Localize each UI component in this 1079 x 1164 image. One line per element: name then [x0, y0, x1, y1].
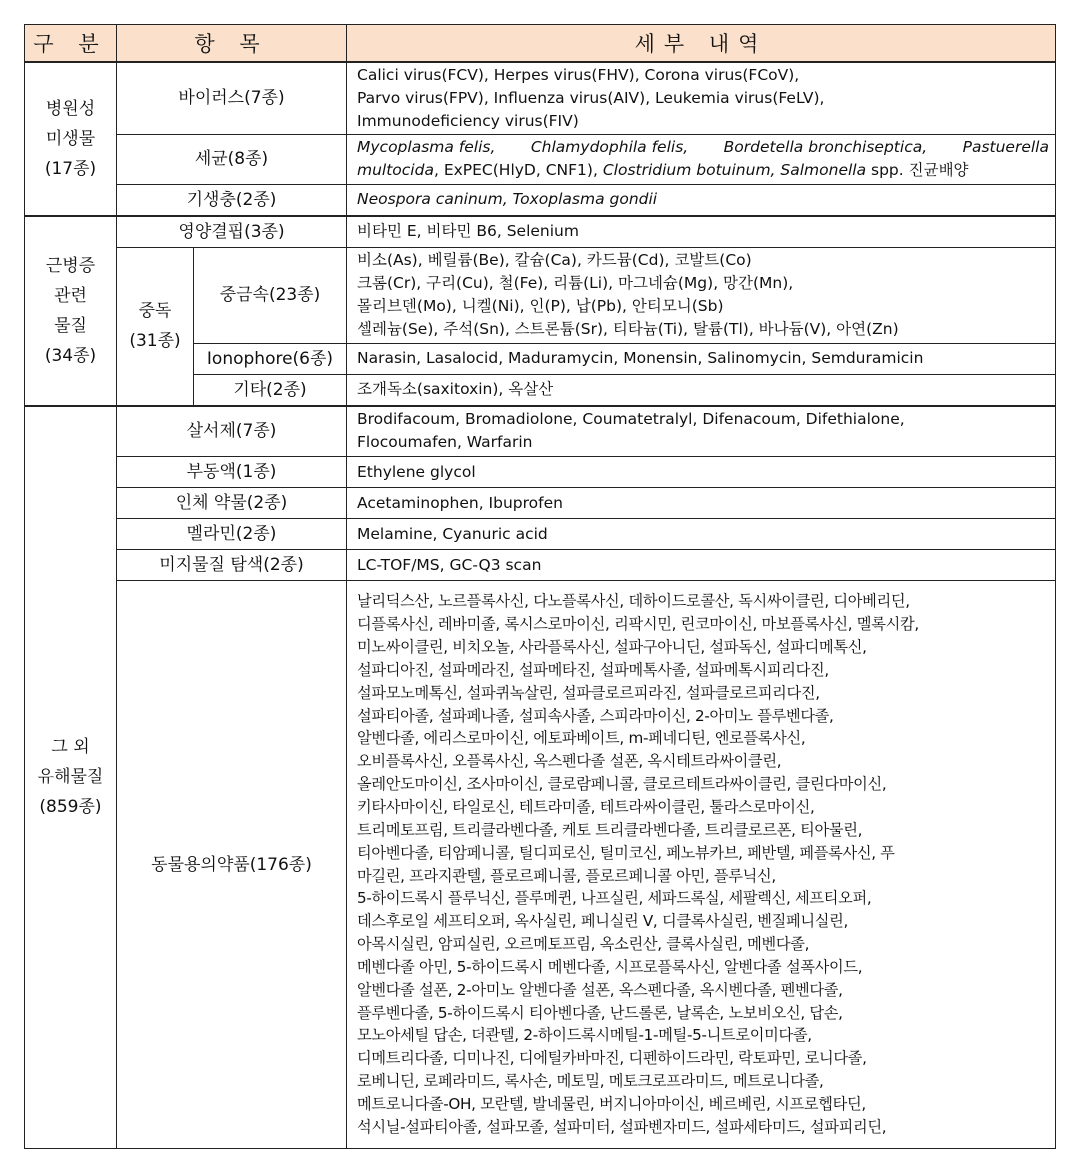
table-row — [25, 581, 1056, 1149]
category-pathogen: 병원성 미생물 (17종) — [25, 62, 117, 216]
item-other: 기타(2종) — [194, 374, 347, 406]
table-row — [25, 62, 1056, 134]
item-virus: 바이러스(7종) — [117, 62, 347, 134]
detail-heavy-metal: 비소(As), 베릴륨(Be), 칼슘(Ca), 카드뮴(Cd), 코발트(Co) 크롬(Cr), 구리(Cu), 철(Fe), 리튬(Li), 마그네슘(Mg), 망간(Mn), 몰리브덴(Mo), 니켈(Ni), 인(P), 납(Pb), 안티모니(Sb) 셀레늄(Se), 주석(Sn), 스트론튬(Sr), 티타늄(Ti), 탈륨(Tl), 바나듐(V), 아연(Zn) — [347, 247, 1056, 343]
item-heavy-metal: 중금속(23종) — [194, 247, 347, 343]
table-row — [25, 406, 1056, 457]
detail-antifreeze: Ethylene glycol — [347, 457, 1056, 488]
header-item: 항 목 — [117, 25, 347, 63]
detail-human-drug: Acetaminophen, Ibuprofen — [347, 488, 1056, 519]
table-row — [25, 247, 1056, 343]
item-vet-drug: 동물용의약품(176종) — [117, 581, 347, 1149]
table-row — [25, 488, 1056, 519]
item-melamine: 멜라민(2종) — [117, 519, 347, 550]
item-ionophore: Ionophore(6종) — [194, 343, 347, 374]
item-poison-group: 중독 (31종) — [117, 247, 194, 406]
table-row — [25, 134, 1056, 184]
item-parasite: 기생충(2종) — [117, 184, 347, 216]
detail-virus: Calici virus(FCV), Herpes virus(FHV), Corona virus(FCoV), Parvo virus(FPV), Influenza virus(AIV), Leukemia virus(FeLV), Immunodeficiency virus(FIV) — [347, 62, 1056, 134]
item-antifreeze: 부동액(1종) — [117, 457, 347, 488]
table-row — [25, 184, 1056, 216]
table-header-row — [25, 25, 1056, 63]
table-row — [25, 519, 1056, 550]
item-rodenticide: 살서제(7종) — [117, 406, 347, 457]
detail-table — [24, 24, 1056, 1149]
item-nutrition: 영양결핍(3종) — [117, 216, 347, 248]
detail-melamine: Melamine, Cyanuric acid — [347, 519, 1056, 550]
detail-nutrition: 비타민 E, 비타민 B6, Selenium — [347, 216, 1056, 248]
table-row — [25, 457, 1056, 488]
item-bacteria: 세균(8종) — [117, 134, 347, 184]
detail-other: 조개독소(saxitoxin), 옥살산 — [347, 374, 1056, 406]
category-harmful: 그 외 유해물질 (859종) — [25, 406, 117, 1149]
table-row — [25, 550, 1056, 581]
detail-vet-drug: 날리딕스산, 노르플록사신, 다노플록사신, 데하이드로콜산, 독시싸이클린, 디아베리딘, 디플록사신, 레바미졸, 록시스로마이신, 리팍시민, 린코마이신, 마보플록사신, 멜록시캄, 미노싸이클린, 비치오놀, 사라플록사신, 설파구아니딘, 설파독신, 설파디메톡신, 설파디아진, 설파메라진, 설파메타진, 설파메톡사졸, 설파메톡시피리다진, 설파모노메톡신, 설파퀴녹살린, 설파클로르피라진, 설파클로르피리다진, 설파티아졸, 설파페나졸, 설피속사졸, 스피라마이신, 2-아미노 플루벤다졸, 알벤다졸, 에리스로마이신, 에토파베이트, m-페네디틴, 엔로플록사신, 오비플록사신, 오플록사신, 옥스펜다졸 설폰, 옥시테트라싸이클린, 올레안도마이신, 조사마이신, 클로람페니콜, 클로르테트라싸이클린, 클린다마이신, 키타사마이신, 타일로신, 테트라미졸, 테트라싸이클린, 툴라스로마이신, 트리메토프림, 트리클라벤다졸, 케토 트리클라벤다졸, 트리클로르폰, 티아물린, 티아벤다졸, 티암페니콜, 틸디피로신, 틸미코신, 페노뷰카브, 페반텔, 페플록사신, 푸 마길린, 프라지콴텔, 플로르페니콜, 플로르페니콜 아민, 플루닉신, 5-하이드록시 플루닉신, 플루메퀸, 나프실린, 세파드록실, 세팔렉신, 세프티오퍼, 데스후로일 세프티오퍼, 옥사실린, 페니실린 V, 디클록사실린, 벤질페니실린, 아목시실린, 암피실린, 오르메토프림, 옥소린산, 클록사실린, 메벤다졸, 메벤다졸 아민, 5-하이드록시 메벤다졸, 시프로플록사신, 알벤다졸 설폭사이드, 알벤다졸 설폰, 2-아미노 알벤다졸 설폰, 옥스펜다졸, 옥시벤다졸, 펜벤다졸, 플루벤다졸, 5-하이드록시 티아벤다졸, 난드롤론, 날록손, 노보비오신, 답손, 모노아세틸 답손, 더콴텔, 2-하이드록시메틸-1-메틸-5-니트로이미다졸, 디메트리다졸, 디미나진, 디에틸카바마진, 디펜하이드라민, 락토파민, 로니다졸, 로베니딘, 로페라미드, 록사손, 메토밀, 메토크로프라미드, 메트로니다졸, 메트로니다졸-OH, 모란텔, 발네물린, 버지니아마이신, 베르베린, 시프로헵타딘, 석시닐-설파티아졸, 설파모졸, 설파미터, 설파벤자미드, 설파세타미드, 설파피리딘, — [347, 581, 1056, 1149]
detail-parasite: Neospora caninum, Toxoplasma gondii — [347, 184, 1056, 216]
header-detail: 세부 내역 — [347, 25, 1056, 63]
header-category: 구 분 — [25, 25, 117, 63]
item-unknown: 미지물질 탐색(2종) — [117, 550, 347, 581]
detail-bacteria: Mycoplasma felis, Chlamydophila felis, Bordetella bronchiseptica, Pastuerella multocida, ExPEC(HlyD, CNF1), Clostridium botuinum, Salmonella spp. 진균배양 — [347, 134, 1056, 184]
detail-ionophore: Narasin, Lasalocid, Maduramycin, Monensin, Salinomycin, Semduramicin — [347, 343, 1056, 374]
detail-rodenticide: Brodifacoum, Bromadiolone, Coumatetralyl, Difenacoum, Difethialone, Flocoumafen, Warfarin — [347, 406, 1056, 457]
category-myopathy: 근병증 관련 물질 (34종) — [25, 216, 117, 406]
item-human-drug: 인체 약물(2종) — [117, 488, 347, 519]
table-row — [25, 216, 1056, 248]
detail-unknown: LC-TOF/MS, GC-Q3 scan — [347, 550, 1056, 581]
